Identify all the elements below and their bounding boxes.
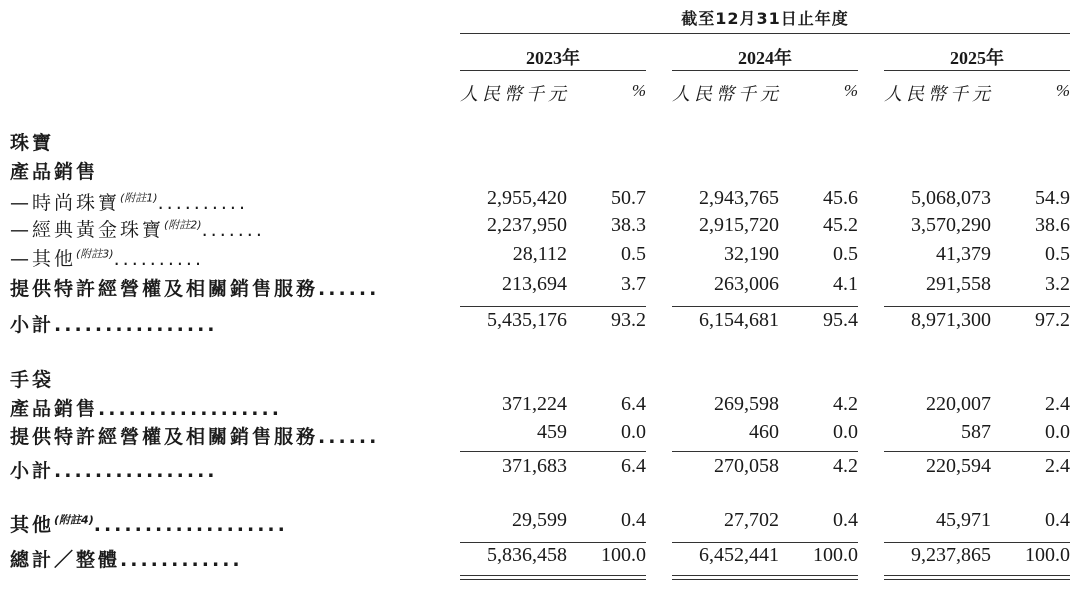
pct-cell: 0.0 — [621, 421, 646, 443]
row-label-text: 其他 — [10, 514, 55, 536]
row-label-text: —經典黃金珠寶 — [10, 219, 165, 241]
pct-cell: 100.0 — [813, 544, 858, 566]
total-double-rule-2024 — [672, 575, 858, 580]
row-label-text: —其他 — [10, 248, 77, 270]
pct-cell: 45.2 — [823, 214, 858, 236]
amount-cell: 270,058 — [714, 455, 779, 477]
row-label-classic-gold — [10, 215, 265, 242]
section-jewelry-title: 珠寶 — [10, 132, 55, 154]
pct-cell: 0.0 — [833, 421, 858, 443]
row-label-fashion-jewelry — [10, 188, 248, 215]
amount-cell: 45,971 — [936, 509, 991, 531]
amount-cell: 2,943,765 — [699, 187, 779, 209]
row-label-others — [10, 510, 288, 537]
pct-cell: 54.9 — [1035, 187, 1070, 209]
pct-cell: 45.6 — [823, 187, 858, 209]
amount-cell: 29,599 — [512, 509, 567, 531]
handbag-subtotal-rule-2023 — [460, 451, 646, 452]
leader-dots: ................ — [54, 314, 218, 336]
row-label-handbag-subtotal — [10, 456, 218, 483]
pct-cell: 3.2 — [1045, 273, 1070, 295]
subtotal-rule-2024 — [672, 306, 858, 307]
year-2024: 2024年 — [738, 48, 792, 68]
amount-cell: 459 — [537, 421, 567, 443]
leader-dots: ................ — [54, 460, 218, 482]
leader-dots: .......... — [157, 192, 249, 214]
pct-cell: 100.0 — [601, 544, 646, 566]
section-handbags-title: 手袋 — [10, 369, 55, 391]
year-2025: 2025年 — [950, 48, 1004, 68]
unit-label-2023: 人民幣千元 — [460, 84, 570, 104]
row-label-text: 產品銷售 — [10, 398, 99, 420]
year-rule-2025 — [884, 70, 1070, 71]
amount-cell: 9,237,865 — [911, 544, 991, 566]
pct-cell: 2.4 — [1045, 455, 1070, 477]
header-rule — [460, 33, 1070, 34]
subtotal-rule-2023 — [460, 306, 646, 307]
amount-cell: 5,836,458 — [487, 544, 567, 566]
row-label-text: 提供特許經營權及相關銷售服務 — [10, 278, 319, 300]
amount-cell: 263,006 — [714, 273, 779, 295]
total-top-rule-2023 — [460, 542, 646, 543]
pct-cell: 38.3 — [611, 214, 646, 236]
pct-cell: 6.4 — [621, 455, 646, 477]
period-title: 截至12月31日止年度 — [681, 9, 849, 28]
amount-cell: 3,570,290 — [911, 214, 991, 236]
row-label-text: 提供特許經營權及相關銷售服務 — [10, 426, 319, 448]
amount-cell: 220,594 — [926, 455, 991, 477]
amount-cell: 2,237,950 — [487, 214, 567, 236]
amount-cell: 2,915,720 — [699, 214, 779, 236]
row-label-total — [10, 545, 243, 572]
row-label-text: 總計／整體 — [10, 549, 121, 571]
amount-cell: 27,702 — [724, 509, 779, 531]
amount-cell: 6,452,441 — [699, 544, 779, 566]
amount-cell: 460 — [749, 421, 779, 443]
amount-cell: 587 — [961, 421, 991, 443]
pct-cell: 50.7 — [611, 187, 646, 209]
footnote-ref: (附註2) — [164, 218, 202, 232]
amount-cell: 371,224 — [502, 393, 567, 415]
row-label-text: —時尚珠寶 — [10, 192, 121, 214]
leader-dots: ....... — [201, 219, 265, 241]
year-rule-2024 — [672, 70, 858, 71]
pct-cell: 4.1 — [833, 273, 858, 295]
amount-cell: 28,112 — [512, 243, 567, 265]
leader-dots: ............ — [120, 549, 243, 571]
leader-dots: .................. — [98, 398, 282, 420]
section-jewelry-subtitle: 產品銷售 — [10, 161, 99, 183]
row-label-jewelry-franchise — [10, 274, 379, 301]
row-label-text: 小計 — [10, 314, 55, 336]
pct-cell: 2.4 — [1045, 393, 1070, 415]
pct-cell: 38.6 — [1035, 214, 1070, 236]
unit-label-2025: 人民幣千元 — [884, 84, 994, 104]
year-2023: 2023年 — [526, 48, 580, 68]
year-rule-2023 — [460, 70, 646, 71]
footnote-ref: (附註1) — [120, 191, 158, 205]
amount-cell: 291,558 — [926, 273, 991, 295]
pct-cell: 0.4 — [621, 509, 646, 531]
amount-cell: 220,007 — [926, 393, 991, 415]
amount-cell: 32,190 — [724, 243, 779, 265]
pct-cell: 95.4 — [823, 309, 858, 331]
pct-cell: 0.5 — [833, 243, 858, 265]
row-label-handbag-franchise — [10, 422, 379, 449]
pct-cell: 4.2 — [833, 393, 858, 415]
handbag-subtotal-rule-2025 — [884, 451, 1070, 452]
leader-dots: ...... — [318, 278, 380, 300]
pct-cell: 0.4 — [1045, 509, 1070, 531]
amount-cell: 213,694 — [502, 273, 567, 295]
pct-label-2025: % — [1055, 81, 1070, 100]
footnote-ref: (附註3) — [76, 247, 114, 261]
unit-label-2024: 人民幣千元 — [672, 84, 782, 104]
row-label-jewelry-others — [10, 244, 204, 271]
pct-label-2023: % — [631, 81, 646, 100]
leader-dots: .......... — [113, 248, 205, 270]
row-label-handbag-sales — [10, 394, 282, 421]
handbag-subtotal-rule-2024 — [672, 451, 858, 452]
footnote-ref: (附註4) — [54, 513, 94, 527]
amount-cell: 5,068,073 — [911, 187, 991, 209]
pct-cell: 3.7 — [621, 273, 646, 295]
pct-cell: 4.2 — [833, 455, 858, 477]
pct-cell: 0.4 — [833, 509, 858, 531]
total-top-rule-2024 — [672, 542, 858, 543]
row-label-jewelry-subtotal — [10, 310, 218, 337]
amount-cell: 269,598 — [714, 393, 779, 415]
total-top-rule-2025 — [884, 542, 1070, 543]
subtotal-rule-2025 — [884, 306, 1070, 307]
amount-cell: 6,154,681 — [699, 309, 779, 331]
pct-cell: 6.4 — [621, 393, 646, 415]
pct-label-2024: % — [843, 81, 858, 100]
pct-cell: 93.2 — [611, 309, 646, 331]
pct-cell: 0.5 — [621, 243, 646, 265]
pct-cell: 0.0 — [1045, 421, 1070, 443]
amount-cell: 41,379 — [936, 243, 991, 265]
leader-dots: ................... — [93, 514, 288, 536]
amount-cell: 2,955,420 — [487, 187, 567, 209]
total-double-rule-2025 — [884, 575, 1070, 580]
leader-dots: ...... — [318, 426, 380, 448]
pct-cell: 0.5 — [1045, 243, 1070, 265]
pct-cell: 100.0 — [1025, 544, 1070, 566]
pct-cell: 97.2 — [1035, 309, 1070, 331]
amount-cell: 8,971,300 — [911, 309, 991, 331]
row-label-text: 小計 — [10, 460, 55, 482]
total-double-rule-2023 — [460, 575, 646, 580]
amount-cell: 5,435,176 — [487, 309, 567, 331]
amount-cell: 371,683 — [502, 455, 567, 477]
